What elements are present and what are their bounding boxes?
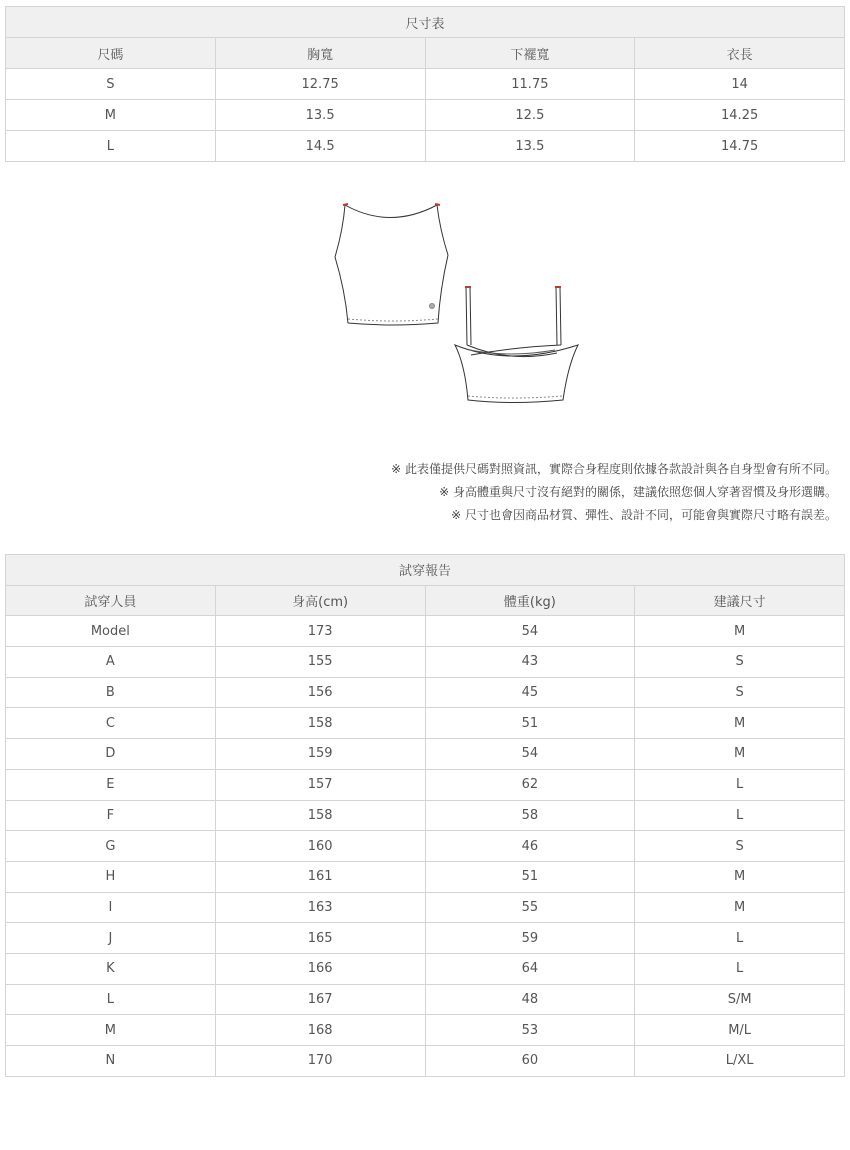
table-cell: 48 <box>425 984 635 1015</box>
table-cell: L <box>635 800 845 831</box>
table-row <box>6 708 845 739</box>
column-header: 胸寬 <box>215 38 425 69</box>
column-header: 建議尺寸 <box>635 585 845 616</box>
table-row <box>6 1046 845 1077</box>
table-cell: M <box>635 739 845 770</box>
table-cell: 173 <box>215 616 425 647</box>
table-cell: 166 <box>215 953 425 984</box>
note-line: ※ 尺寸也會因商品材質、彈性、設計不同，可能會與實際尺寸略有誤差。 <box>451 508 837 522</box>
table-cell: 13.5 <box>215 100 425 131</box>
table-row <box>6 892 845 923</box>
table-cell: C <box>6 708 216 739</box>
table-cell: 58 <box>425 800 635 831</box>
table-row <box>6 100 845 131</box>
table-cell: L/XL <box>635 1046 845 1077</box>
column-header: 衣長 <box>635 38 845 69</box>
fit-report-title: 試穿報告 <box>6 555 845 586</box>
table-row <box>6 831 845 862</box>
table-cell: 53 <box>425 1015 635 1046</box>
table-cell: 46 <box>425 831 635 862</box>
column-header: 試穿人員 <box>6 585 216 616</box>
table-cell: N <box>6 1046 216 1077</box>
table-row <box>6 616 845 647</box>
table-cell: L <box>6 131 216 162</box>
table-cell: 156 <box>215 677 425 708</box>
table-cell: S <box>6 69 216 100</box>
note-line: ※ 此表僅提供尺碼對照資訊，實際合身程度則依據各款設計與各自身型會有所不同。 <box>391 462 837 476</box>
column-header: 體重(kg) <box>425 585 635 616</box>
garment-sketch-icon <box>320 195 590 415</box>
table-row <box>6 953 845 984</box>
table-cell: S <box>635 831 845 862</box>
table-cell: 51 <box>425 861 635 892</box>
table-cell: 159 <box>215 739 425 770</box>
size-chart-title: 尺寸表 <box>6 7 845 38</box>
table-cell: 12.5 <box>425 100 635 131</box>
table-row <box>6 1015 845 1046</box>
table-row <box>6 861 845 892</box>
fit-report-table <box>5 554 845 1077</box>
table-cell: L <box>635 953 845 984</box>
table-row <box>6 647 845 678</box>
table-cell: L <box>635 769 845 800</box>
table-cell: 14.75 <box>635 131 845 162</box>
table-row <box>6 131 845 162</box>
table-cell: K <box>6 953 216 984</box>
table-row <box>6 677 845 708</box>
column-header: 身高(cm) <box>215 585 425 616</box>
size-chart-table <box>5 6 845 162</box>
table-cell: 158 <box>215 800 425 831</box>
table-row <box>6 923 845 954</box>
table-cell: D <box>6 739 216 770</box>
table-cell: 161 <box>215 861 425 892</box>
table-row <box>6 739 845 770</box>
table-cell: M/L <box>635 1015 845 1046</box>
table-cell: J <box>6 923 216 954</box>
table-cell: M <box>635 708 845 739</box>
table-cell: 12.75 <box>215 69 425 100</box>
table-cell: 14.25 <box>635 100 845 131</box>
table-cell: 155 <box>215 647 425 678</box>
table-cell: F <box>6 800 216 831</box>
table-cell: S <box>635 647 845 678</box>
table-cell: 62 <box>425 769 635 800</box>
table-cell: 51 <box>425 708 635 739</box>
table-cell: 165 <box>215 923 425 954</box>
table-cell: A <box>6 647 216 678</box>
table-cell: H <box>6 861 216 892</box>
table-cell: G <box>6 831 216 862</box>
table-cell: E <box>6 769 216 800</box>
table-cell: S/M <box>635 984 845 1015</box>
table-cell: 168 <box>215 1015 425 1046</box>
table-cell: 60 <box>425 1046 635 1077</box>
table-cell: B <box>6 677 216 708</box>
table-cell: 54 <box>425 616 635 647</box>
size-chart-header-row <box>6 38 845 69</box>
table-cell: 163 <box>215 892 425 923</box>
column-header: 尺碼 <box>6 38 216 69</box>
table-cell: 54 <box>425 739 635 770</box>
table-cell: 64 <box>425 953 635 984</box>
note-line: ※ 身高體重與尺寸沒有絕對的關係，建議依照您個人穿著習慣及身形選購。 <box>439 485 837 499</box>
table-cell: M <box>635 892 845 923</box>
table-cell: 11.75 <box>425 69 635 100</box>
table-cell: 160 <box>215 831 425 862</box>
size-notes <box>391 458 837 527</box>
table-cell: 157 <box>215 769 425 800</box>
table-cell: 43 <box>425 647 635 678</box>
table-row <box>6 769 845 800</box>
table-cell: 158 <box>215 708 425 739</box>
table-cell: 55 <box>425 892 635 923</box>
table-cell: I <box>6 892 216 923</box>
table-row <box>6 69 845 100</box>
table-cell: 13.5 <box>425 131 635 162</box>
table-cell: M <box>6 100 216 131</box>
table-cell: 59 <box>425 923 635 954</box>
table-cell: 14.5 <box>215 131 425 162</box>
table-cell: 170 <box>215 1046 425 1077</box>
table-cell: 167 <box>215 984 425 1015</box>
table-row <box>6 800 845 831</box>
table-cell: M <box>6 1015 216 1046</box>
fit-report-header-row <box>6 585 845 616</box>
table-cell: M <box>635 616 845 647</box>
table-row <box>6 984 845 1015</box>
table-cell: M <box>635 861 845 892</box>
column-header: 下襬寬 <box>425 38 635 69</box>
table-cell: 14 <box>635 69 845 100</box>
table-cell: L <box>635 923 845 954</box>
table-cell: Model <box>6 616 216 647</box>
table-cell: L <box>6 984 216 1015</box>
table-cell: 45 <box>425 677 635 708</box>
table-cell: S <box>635 677 845 708</box>
